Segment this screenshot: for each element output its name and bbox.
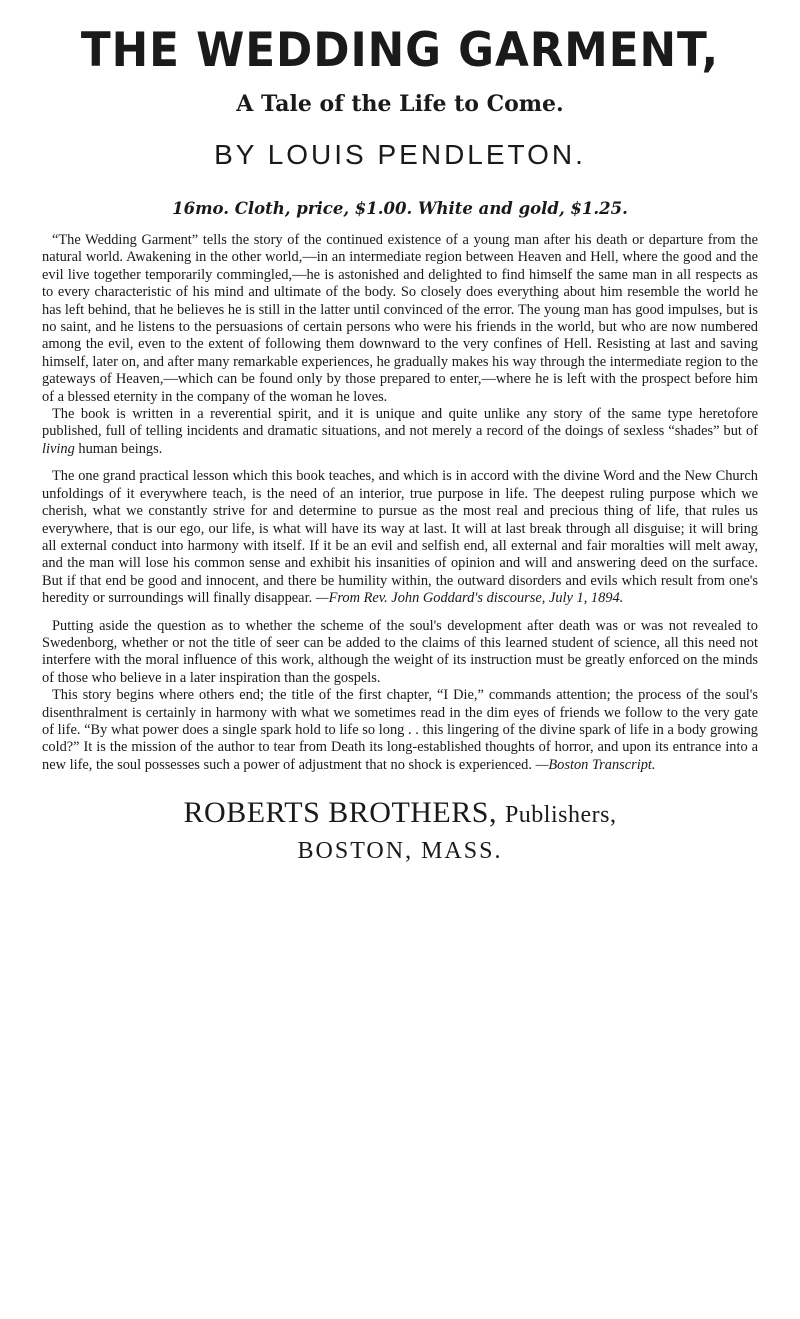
price-line: 16mo. Cloth, price, $1.00. White and gold, $1.25.	[172, 199, 628, 218]
publisher-label: Publishers,	[504, 802, 617, 829]
review-source: —From Rev. John Goddard's discourse, July 1, 1894.	[315, 590, 624, 607]
review-paragraph	[42, 406, 758, 458]
review-text: This story begins where others end; the title of the first chapter, “I Die,” commands attention; the process of the soul's disenthralment is certainly in harmony with what we sometimes read in the dim eyes of friends we follow to the very gate of life. “By what power does a single spark hold to life so long . . this lingering of the divine spark of life in a body growing cold?” It is the mission of the author to tear from Death its long-established thoughts of horror, and upon its entrance into a new life, the soul possesses such a power of adjustment that no shock is experienced.	[42, 687, 758, 773]
review-goddard	[42, 468, 758, 607]
book-title: THE WEDDING GARMENT,	[80, 23, 720, 78]
review-paragraph	[42, 687, 758, 774]
review-source: —Boston Transcript.	[535, 756, 656, 773]
publisher-name	[42, 796, 758, 832]
review-paragraph	[42, 468, 758, 607]
emphasis-text: living	[42, 440, 75, 457]
author-line: BY LOUIS PENDLETON.	[214, 139, 586, 170]
review-paragraph: “The Wedding Garment” tells the story of the continued existence of a young man after his death or departure from the natural world. Awakening in the other world,—in an intermediate region between Heaven and Hell, where the good and the evil live together temporarily commingled,—he is astonished and delighted to find himself the same man in all respects as to every characteristic of his mind and ultimate of the body. So closely does everything about him resemble the world he has left behind, that he believes he is still in the latter until convinced of the error. The young man has good impulses, but is no saint, and he listens to the persuasions of certain persons who were his friends in the world, but who are now numbered among the evil, even to the extent of following them downward to the very confines of Hell. Resisting at last and saving himself, later on, and after many remarkable experiences, he gradually makes his way through the intermediate region to the gateways of Heaven,—which can be found only by those prepared to enter,—where he is left with the prospect before him of a blessed eternity in the company of the woman he loves.	[42, 232, 758, 405]
review-text: human beings.	[78, 440, 163, 457]
review-paragraph: Putting aside the question as to whether the scheme of the soul's development after death was or was not revealed to Swedenborg, whether or not the title of seer can be added to the claims of this learned student of science, all this need not interfere with the moral influence of this work, although the weight of its instruction must be greatly enforced on the minds of those who believe in a later inspiration than the gospels.	[42, 617, 758, 686]
publisher-place: BOSTON, MASS.	[297, 838, 503, 865]
review-text: The one grand practical lesson which this book teaches, and which is in accord with the divine Word and the New Church unfoldings of it everywhere teach, is the need of an interior, true purpose in life. The deepest ruling purpose which we cherish, what we constantly strive for and determine to pursue as the most real and precious thing of life, that rules us everywhere, that is our ego, our life, is what will have its way at last. It will at last break through all disguise; it will bring all external conduct into harmony with itself. If it be an evil and selfish end, all external and fair moralties will melt away, and the man will lose his common sense and exhibit his insanities of opinion and will and answering deed on the surface. But if that end be good and innocent, and there be humility within, the outward disorders and evils which result from one's heredity or surroundings will finally disappear.	[42, 468, 758, 607]
review-wedding-garment	[42, 232, 758, 458]
book-subtitle: A Tale of the Life to Come.	[236, 91, 564, 117]
review-transcript	[42, 618, 758, 775]
publisher-name-main: ROBERTS BROTHERS,	[183, 796, 497, 830]
review-text: The book is written in a reverential spirit, and it is unique and quite unlike any story of the same type heretofore published, full of telling incidents and dramatic situations, and not merely a record of the doings of sexless “shades” but of	[42, 406, 758, 440]
